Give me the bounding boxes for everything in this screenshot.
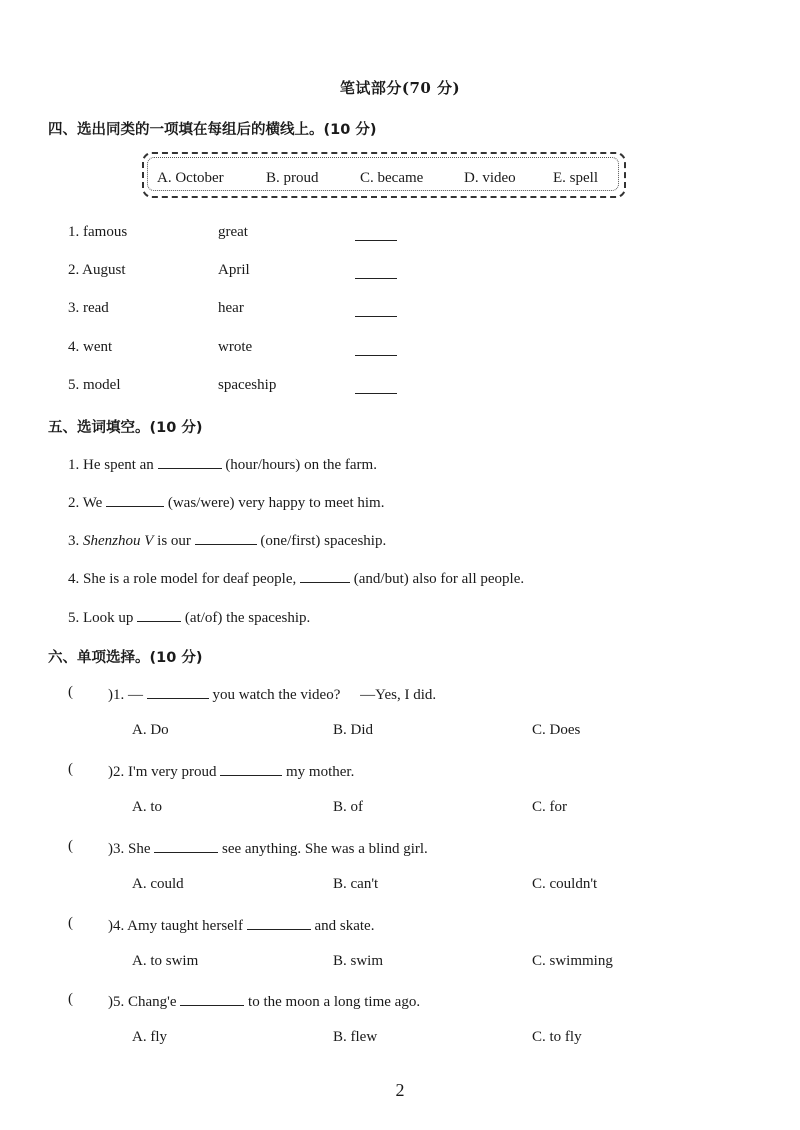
s6-q4-blank	[247, 915, 311, 930]
s6-q1-blank	[147, 684, 209, 699]
s6-q2-text	[108, 761, 354, 781]
s4-item-5-word: 5. model	[68, 377, 121, 393]
s6-q4-answer-slot[interactable]	[78, 913, 106, 933]
s6-q4-paren: (	[68, 915, 73, 931]
s5-item-1-choice: (hour/hours)	[225, 457, 301, 473]
s6-q4-post: and skate.	[314, 918, 375, 934]
s5-item-3-mid: is our	[157, 533, 191, 549]
s5-blank-2[interactable]	[106, 492, 164, 507]
s6-q5-option-a[interactable]: A. fly	[132, 1029, 167, 1045]
s5-item-5-pre: 5. Look up	[68, 610, 134, 626]
s6-q1-option-b[interactable]: B. Did	[333, 722, 374, 738]
s6-q4-text	[108, 915, 374, 935]
s6-q3-answer-slot[interactable]	[78, 836, 106, 856]
s6-q5-answer-slot[interactable]	[78, 989, 106, 1009]
s6-q3-post: see anything. She was a blind girl.	[222, 841, 428, 857]
s6-q5-pre: )5. Chang'e	[108, 994, 177, 1010]
s5-item-5-post: the spaceship.	[226, 610, 311, 626]
s6-q4-option-a[interactable]: A. to swim	[132, 953, 199, 969]
s6-q5-paren: (	[68, 991, 73, 1007]
s5-item-1	[68, 454, 377, 474]
s5-item-4-pre: 4. She is a role model for deaf people,	[68, 571, 297, 587]
s6-q2-answer-slot[interactable]	[78, 759, 106, 779]
s6-q3-text	[108, 838, 428, 858]
s6-q5-post: to the moon a long time ago.	[248, 994, 421, 1010]
page-number: 2	[395, 1080, 405, 1100]
s6-q1-post: you watch the video?	[212, 687, 341, 703]
option-d: D. video	[464, 170, 516, 186]
s6-q1-pre: )1. —	[108, 687, 143, 703]
s6-q2-post: my mother.	[286, 764, 355, 780]
s5-blank-5[interactable]	[137, 607, 181, 622]
section-6-heading: 六、单项选择。(10 分)	[48, 650, 203, 666]
s6-q2-option-c[interactable]: C. for	[532, 799, 567, 815]
section-5-heading: 五、选词填空。(10 分)	[48, 420, 203, 436]
s5-item-3-pre: 3.	[68, 533, 80, 549]
s5-item-3-choice: (one/first)	[260, 533, 321, 549]
s5-blank-4[interactable]	[300, 568, 350, 583]
page-title: 笔试部分(70 分)	[339, 79, 461, 97]
s6-q1-option-a[interactable]: A. Do	[132, 722, 169, 738]
s5-item-4	[68, 568, 524, 588]
s4-item-2-pair: April	[218, 262, 250, 278]
s4-answer-blank-5[interactable]	[355, 393, 397, 394]
s6-q5-blank	[180, 991, 244, 1006]
s4-item-4-pair: wrote	[218, 339, 253, 355]
s4-item-5-pair: spaceship	[218, 377, 277, 393]
s5-item-2-pre: 2. We	[68, 495, 103, 511]
s6-q2-paren: (	[68, 761, 73, 777]
s5-item-4-choice: (and/but)	[353, 571, 409, 587]
s6-q2-blank	[220, 761, 282, 776]
s5-blank-3[interactable]	[195, 530, 257, 545]
s5-item-2-choice: (was/were)	[167, 495, 235, 511]
s5-item-1-post: on the farm.	[304, 457, 377, 473]
s6-q4-option-b[interactable]: B. swim	[333, 953, 384, 969]
s6-q3-option-a[interactable]: A. could	[132, 876, 184, 892]
s6-q2-option-a[interactable]: A. to	[132, 799, 162, 815]
s6-q3-blank	[154, 838, 218, 853]
option-b: B. proud	[266, 170, 319, 186]
s4-answer-blank-2[interactable]	[355, 278, 397, 279]
s6-q5-text	[108, 991, 420, 1011]
s6-q3-option-c[interactable]: C. couldn't	[532, 876, 598, 892]
s4-item-3-pair: hear	[218, 300, 244, 316]
s4-item-2-word: 2. August	[68, 262, 126, 278]
s5-item-3-italic: Shenzhou V	[83, 533, 154, 549]
s4-item-1-word: 1. famous	[68, 224, 128, 240]
s4-answer-blank-1[interactable]	[355, 240, 397, 241]
s5-item-5-choice: (at/of)	[184, 610, 223, 626]
s5-item-5	[68, 607, 310, 627]
s6-q1-text	[108, 684, 436, 704]
s5-item-2	[68, 492, 384, 512]
section-4-heading: 四、选出同类的一项填在每组后的横线上。(10 分)	[48, 122, 377, 138]
option-e: E. spell	[553, 170, 598, 186]
s4-item-1-pair: great	[218, 224, 248, 240]
s4-item-3-word: 3. read	[68, 300, 109, 316]
s6-q1-option-c[interactable]: C. Does	[532, 722, 581, 738]
s5-item-3	[68, 530, 386, 550]
s6-q1-paren: (	[68, 684, 73, 700]
s6-q5-option-b[interactable]: B. flew	[333, 1029, 378, 1045]
s6-q4-pre: )4. Amy taught herself	[108, 918, 243, 934]
s5-item-4-post: also for all people.	[412, 571, 525, 587]
s5-blank-1[interactable]	[158, 454, 222, 469]
s6-q5-option-c[interactable]: C. to fly	[532, 1029, 582, 1045]
s6-q1-extra: —Yes, I did.	[360, 687, 437, 703]
s6-q2-pre: )2. I'm very proud	[108, 764, 217, 780]
s6-q2-option-b[interactable]: B. of	[333, 799, 363, 815]
option-c: C. became	[360, 170, 424, 186]
s6-q3-paren: (	[68, 838, 73, 854]
s6-q1-answer-slot[interactable]	[78, 682, 106, 702]
s6-q4-option-c[interactable]: C. swimming	[532, 953, 613, 969]
s6-q3-option-b[interactable]: B. can't	[333, 876, 379, 892]
s4-answer-blank-3[interactable]	[355, 316, 397, 317]
option-a: A. October	[157, 170, 224, 186]
s6-q3-pre: )3. She	[108, 841, 151, 857]
s5-item-3-post: spaceship.	[324, 533, 387, 549]
s5-item-2-post: very happy to meet him.	[238, 495, 385, 511]
s4-answer-blank-4[interactable]	[355, 355, 397, 356]
s4-item-4-word: 4. went	[68, 339, 113, 355]
s5-item-1-pre: 1. He spent an	[68, 457, 154, 473]
